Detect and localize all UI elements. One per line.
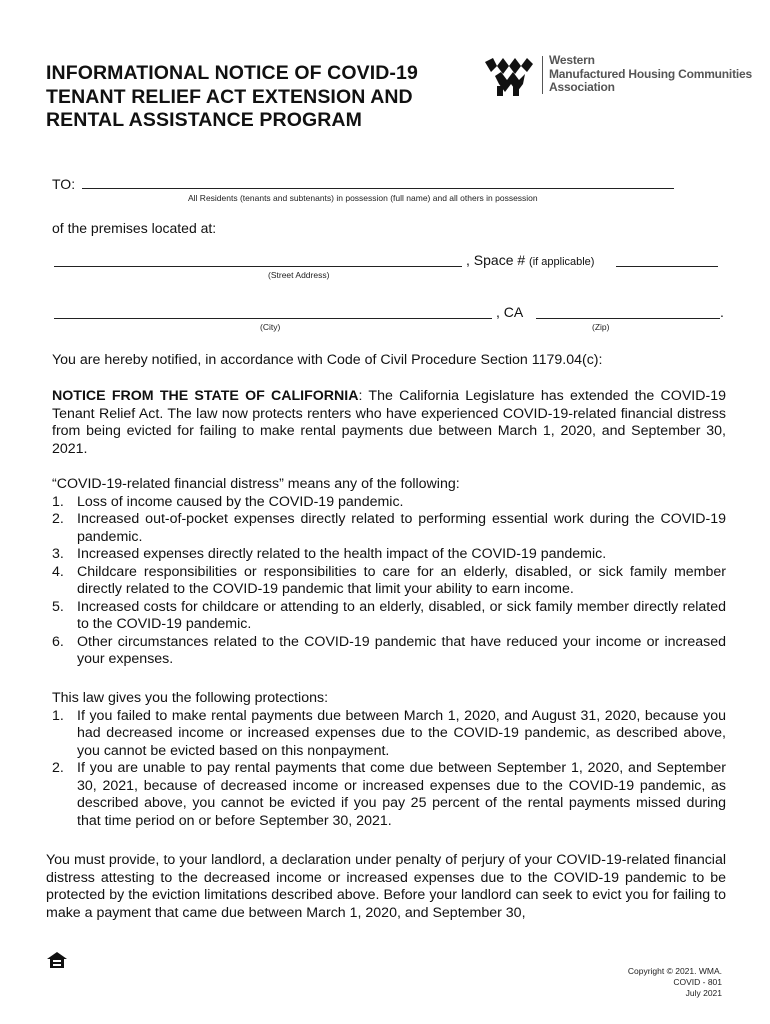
protections-list [52, 708, 726, 831]
list-item [52, 563, 726, 599]
city-caption: (City) [260, 322, 281, 332]
org-line: Association [549, 80, 615, 94]
protections-section [52, 690, 726, 830]
list-text: Loss of income caused by the COVID-19 pandemic. [77, 493, 404, 510]
footer [628, 966, 722, 999]
state-notice-heading: NOTICE FROM THE STATE OF CALIFORNIA [52, 388, 359, 404]
list-number: 5. [52, 598, 64, 615]
list-text: Increased costs for childcare or attending to an elderly, disabled, or sick family member directly related to the COVID-19 pandemic. [77, 598, 726, 632]
city-input-line[interactable] [54, 306, 492, 319]
ca-end: . [720, 304, 724, 320]
title-line: INFORMATIONAL NOTICE OF COVID-19 [46, 62, 418, 84]
premises-label: of the premises located at: [52, 220, 217, 236]
list-item [52, 546, 726, 564]
logo-divider [542, 56, 543, 94]
footer-date: July 2021 [685, 988, 722, 998]
list-number: 2. [52, 760, 64, 776]
wma-logo [483, 52, 753, 100]
title-line: TENANT RELIEF ACT EXTENSION AND [46, 85, 413, 108]
list-item [52, 598, 726, 634]
list-text: Increased expenses directly related to the health impact of the COVID-19 pandemic. [77, 546, 607, 562]
wma-logo-icon [483, 54, 535, 98]
distress-list [52, 494, 726, 669]
list-item [52, 493, 726, 512]
org-line: Manufactured Housing Communities [549, 66, 752, 81]
space-label: , Space # [466, 252, 526, 268]
list-text: Other circumstances related to the COVID-19 pandemic that have reduced your income or increased your expenses. [77, 633, 726, 667]
list-text: Increased out-of-pocket expenses directly related to performing essential work during the COVID-19 pandemic. [77, 511, 726, 545]
list-item [52, 760, 726, 830]
list-number: 1. [52, 493, 64, 510]
equal-housing-icon [46, 951, 68, 969]
list-item [52, 707, 726, 761]
list-text: Childcare responsibilities or responsibilities to care for an elderly, disabled, or sick family member directly related to the COVID-19 pandemic that limit your ability to earn income. [77, 563, 726, 597]
distress-intro: “COVID-19-related financial distress” means any of the following: [52, 476, 460, 492]
org-line: Western [549, 53, 595, 67]
protections-intro: This law gives you the following protections: [52, 690, 329, 706]
list-text: If you are unable to pay rental payments that come due between September 1, 2020, and September 30, 2021, because of decreased income or increased expenses due to the COVID-19 pandemic, as described above, you cannot be evicted if you pay 25 percent of the rental payments missed during that time period on or before September 30, 2021. [77, 760, 726, 829]
title-line: RENTAL ASSISTANCE PROGRAM [46, 109, 362, 131]
list-number: 2. [52, 511, 64, 527]
list-item [52, 511, 726, 546]
zip-input-line[interactable] [536, 306, 720, 319]
list-number: 1. [52, 707, 64, 724]
footer-form-number: COVID - 801 [673, 977, 722, 987]
to-label: TO: [52, 176, 76, 192]
list-number: 4. [52, 563, 64, 580]
list-item [52, 633, 726, 669]
street-input-line[interactable] [54, 254, 462, 267]
to-input-line[interactable] [82, 176, 674, 189]
ca-label: , CA [496, 304, 524, 320]
list-text: If you failed to make rental payments due between March 1, 2020, and August 31, 2020, because you had decreased income or increased expenses due to the COVID-19 pandemic, as described above, you cannot be evicted based on this nonpayment. [77, 707, 726, 759]
list-number: 3. [52, 546, 64, 562]
street-caption: (Street Address) [268, 270, 330, 280]
state-notice [52, 388, 726, 458]
space-input-line[interactable] [616, 254, 718, 267]
logo-org-name [549, 54, 752, 95]
zip-caption: (Zip) [592, 322, 610, 332]
document-title [46, 62, 466, 133]
state-notice-text: : The California Legislature has extended the COVID-19 Tenant Relief Act. The law now protects renters who have experienced COVID-19-related financial distress from being evicted for failing to make rental payments due between March 1, 2020, and September 30, 2021. [52, 388, 726, 457]
footer-copyright: Copyright © 2021. WMA. [627, 966, 722, 976]
declaration-paragraph: You must provide, to your landlord, a declaration under penalty of perjury of your COVID-19-related financial distress attesting to the decreased income or increased expenses due to the COVID-19 pandemic to be protected by the eviction limitations described above. Before your landlord can seek to evict you for failing to make a payment that came due between March 1, 2020, and September 30, [46, 852, 726, 921]
list-number: 6. [52, 633, 64, 650]
space-label-group [466, 252, 594, 268]
space-note: (if applicable) [529, 256, 595, 268]
notified-statement: You are hereby notified, in accordance with Code of Civil Procedure Section 1179.04(c): [52, 352, 603, 368]
distress-section [52, 476, 726, 669]
to-caption: All Residents (tenants and subtenants) in possession (full name) and all others in possession [188, 193, 538, 203]
